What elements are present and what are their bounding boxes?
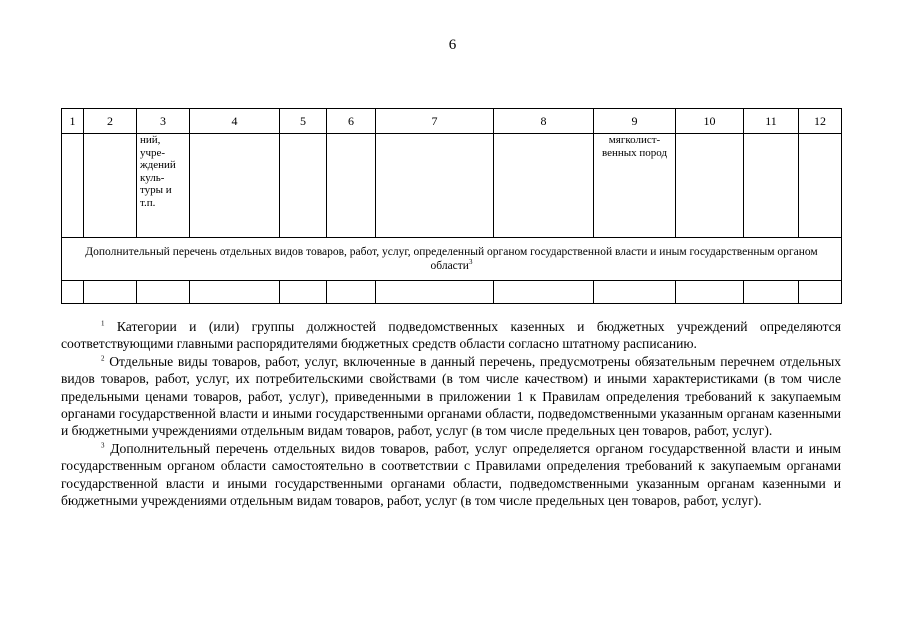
table-cell — [494, 134, 594, 238]
table-cell — [190, 134, 280, 238]
table-header-row — [62, 109, 842, 134]
table-cell — [84, 281, 137, 304]
table-cell — [799, 281, 842, 304]
table-cell — [744, 134, 799, 238]
table-cell — [280, 134, 327, 238]
column-number: 9 — [594, 109, 676, 134]
column-number: 2 — [84, 109, 137, 134]
footnote-text: Категории и (или) группы должностей подведомственных казенных и бюджетных учреждений определяются соответствующими главными распорядителями бюджетных средств области согласно штатному расписанию. — [61, 319, 841, 352]
requirements-table — [61, 108, 842, 304]
table-cell — [494, 281, 594, 304]
table-row — [62, 281, 842, 304]
table-cell — [84, 134, 137, 238]
table-cell — [676, 134, 744, 238]
table-cell — [594, 281, 676, 304]
column-number: 4 — [190, 109, 280, 134]
section-heading-text: Дополнительный перечень отдельных видов товаров, работ, услуг, определенный органом государственной власти и иным государственным органом области — [85, 246, 818, 272]
column-number: 1 — [62, 109, 84, 134]
table-cell — [327, 281, 376, 304]
table-cell — [376, 134, 494, 238]
table-section-row — [62, 238, 842, 281]
cell-line: учре- — [140, 146, 166, 159]
cell-line: куль- — [140, 171, 165, 184]
table-cell — [799, 134, 842, 238]
column-number: 12 — [799, 109, 842, 134]
cell-line: венных пород — [601, 146, 668, 159]
table-cell — [62, 134, 84, 238]
footnote-marker: 3 — [468, 258, 473, 267]
table-row — [62, 134, 842, 238]
table-cell — [62, 281, 84, 304]
table-cell — [280, 281, 327, 304]
footnote-marker: 2 — [101, 354, 105, 363]
cell-line: ждений — [140, 159, 176, 172]
column-number: 8 — [494, 109, 594, 134]
column-number: 6 — [327, 109, 376, 134]
table-cell — [327, 134, 376, 238]
page-number: 6 — [448, 37, 457, 53]
footnote-1 — [61, 318, 841, 353]
table-cell — [676, 281, 744, 304]
column-number: 10 — [676, 109, 744, 134]
footnotes — [61, 318, 841, 509]
footnote-3 — [61, 440, 841, 510]
footnote-marker: 3 — [101, 441, 105, 450]
cell-line: т.п. — [140, 196, 156, 209]
column-number: 7 — [376, 109, 494, 134]
table-cell — [376, 281, 494, 304]
table-cell-wood — [594, 134, 676, 238]
cell-line: мягколист- — [608, 134, 661, 146]
cell-line: туры и — [140, 184, 172, 197]
table-cell — [190, 281, 280, 304]
footnote-text: Дополнительный перечень отдельных видов товаров, работ, услуг определяется органом государственной власти и иным государственным органом области самостоятельно в соответствии с Правилами определения требований к закупаемым органами государственной власти и иными государственными органами области, подведомственными указанным органам казенными и бюджетными учреждениями отдельным видам товаров, работ, услуг (в том числе предельных цен товаров, работ, услуг). — [61, 440, 841, 509]
column-number: 11 — [744, 109, 799, 134]
column-number: 5 — [280, 109, 327, 134]
section-heading-cell — [62, 238, 842, 281]
table-cell — [137, 281, 190, 304]
cell-line: ний, — [140, 134, 161, 146]
footnote-2 — [61, 353, 841, 440]
column-number: 3 — [137, 109, 190, 134]
footnote-text: Отдельные виды товаров, работ, услуг, включенные в данный перечень, предусмотрены обязательным перечнем отдельных видов товаров, работ, услуг, их потребительскими свойствами (в том числе качеством) и иными характеристиками (в том числе предельными ценами товаров, работ, услуг), приведенными в приложении 1 к Правилам определения требований к закупаемым органами государственной власти и иными государственными органами области, подведомственными указанным органам казенными и бюджетными учреждениями отдельным видам товаров, работ, услуг (в том числе предельных цен товаров, работ, услуг). — [61, 353, 841, 439]
table-cell-category — [137, 134, 190, 238]
footnote-marker: 1 — [101, 319, 105, 328]
table-cell — [744, 281, 799, 304]
